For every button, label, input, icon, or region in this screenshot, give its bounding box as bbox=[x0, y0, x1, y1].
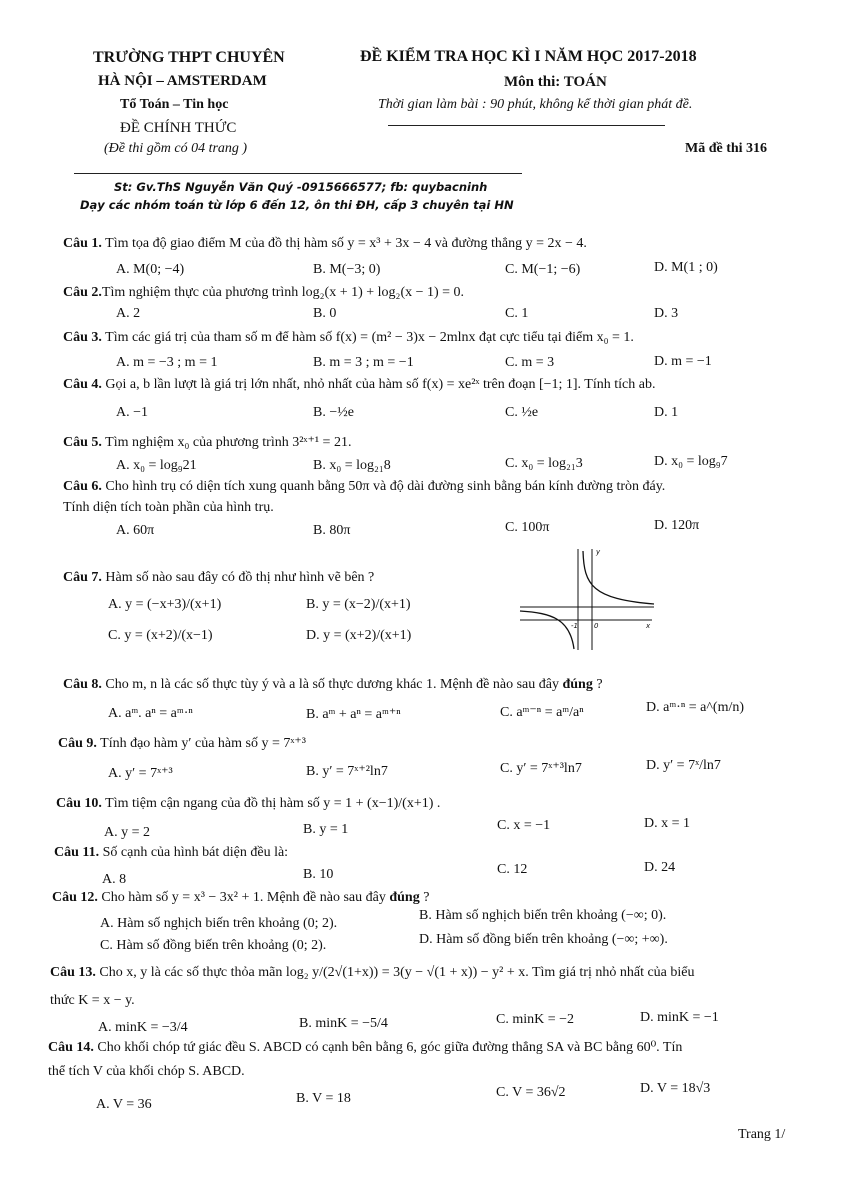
question-4 bbox=[63, 377, 655, 393]
question-label: Câu 2. bbox=[63, 285, 102, 300]
function-graph bbox=[512, 545, 662, 655]
option-2a: A. 2 bbox=[116, 306, 141, 321]
question-text: Cho khối chóp tứ giác đều S. ABCD có cạnh bên bằng 6, góc giữa đường thẳng SA và BC bằng 60⁰. Tín bbox=[93, 1040, 683, 1055]
question-6 bbox=[63, 479, 665, 495]
option-6c: C. 100π bbox=[505, 520, 550, 535]
question-7 bbox=[63, 570, 374, 586]
option-4d: D. 1 bbox=[654, 405, 679, 420]
author-info-box bbox=[74, 173, 522, 214]
option-13d: D. minK = −1 bbox=[640, 1010, 719, 1025]
option-6d: D. 120π bbox=[654, 518, 700, 533]
option-4a: A. −1 bbox=[116, 405, 149, 420]
header-rule bbox=[388, 125, 665, 126]
question-label: Câu 6. bbox=[63, 479, 102, 494]
option-1a: A. M(0; −4) bbox=[116, 262, 185, 277]
option-9c: C. y′ = 7ˣ⁺³ln7 bbox=[500, 761, 582, 776]
option-8b: B. aᵐ + aⁿ = aᵐ⁺ⁿ bbox=[306, 707, 401, 722]
option-13c: C. minK = −2 bbox=[496, 1012, 575, 1027]
question-text: Tìm nghiệm x₀ của phương trình 3²ˣ⁺¹ = 21. bbox=[101, 435, 352, 450]
question-1 bbox=[63, 236, 587, 252]
author-info-line1: St: Gv.ThS Nguyễn Văn Quý -0915666577; fb: quybacninh bbox=[114, 180, 488, 194]
option-6a: A. 60π bbox=[116, 523, 155, 538]
question-label: Câu 14. bbox=[48, 1040, 94, 1055]
option-3a: A. m = −3 ; m = 1 bbox=[116, 355, 218, 370]
question-9 bbox=[58, 735, 306, 752]
question-13 bbox=[50, 965, 695, 981]
question-text: Tính đạo hàm y′ của hàm số y = 7ˣ⁺³ bbox=[96, 736, 306, 751]
question-3 bbox=[63, 330, 634, 346]
question-label: Câu 12. bbox=[52, 890, 98, 905]
option-3c: C. m = 3 bbox=[505, 355, 555, 370]
option-14b: B. V = 18 bbox=[296, 1091, 351, 1106]
school-name-line2: HÀ NỘI – AMSTERDAM bbox=[98, 73, 267, 89]
question-10 bbox=[56, 796, 440, 812]
question-label: Câu 13. bbox=[50, 965, 96, 980]
question-text: Tìm các giá trị của tham số m để hàm số f(x) = (m² − 3)x − 2mlnx đạt cực tiểu tại điểm x₀ = 1. bbox=[101, 330, 634, 345]
option-13b: B. minK = −5/4 bbox=[299, 1016, 388, 1031]
author-info-line2: Dạy các nhóm toán từ lớp 6 đến 12, ôn thi ĐH, cấp 3 chuyên tại HN bbox=[80, 198, 514, 212]
y-axis-label: y bbox=[596, 548, 601, 556]
question-text: Tìm tiệm cận ngang của đồ thị hàm số y = 1 + (x−1)/(x+1) . bbox=[101, 796, 441, 811]
question-5 bbox=[63, 434, 351, 451]
exam-title: ĐỀ KIỂM TRA HỌC KÌ I NĂM HỌC 2017-2018 bbox=[360, 48, 697, 65]
option-5a: A. x₀ = log₉21 bbox=[116, 458, 197, 473]
question-text: Hàm số nào sau đây có đồ thị như hình vẽ bên ? bbox=[101, 570, 375, 585]
option-12d: D. Hàm số đồng biến trên khoảng (−∞; +∞). bbox=[419, 932, 668, 947]
page-number: Trang 1/ bbox=[738, 1127, 786, 1142]
option-7c: C. y = (x+2)/(x−1) bbox=[108, 628, 213, 643]
option-14a: A. V = 36 bbox=[96, 1097, 152, 1112]
school-name-line1: TRƯỜNG THPT CHUYÊN bbox=[93, 49, 285, 66]
question-13-cont: thức K = x − y. bbox=[50, 993, 135, 1008]
option-10a: A. y = 2 bbox=[104, 825, 151, 840]
question-label: Câu 9. bbox=[58, 736, 97, 751]
question-label: Câu 1. bbox=[63, 236, 102, 251]
option-2d: D. 3 bbox=[654, 306, 679, 321]
question-tail: ? bbox=[419, 890, 430, 905]
question-label: Câu 5. bbox=[63, 435, 102, 450]
question-12 bbox=[52, 890, 429, 906]
question-text: Số cạnh của hình bát diện đều là: bbox=[99, 845, 289, 860]
option-2c: C. 1 bbox=[505, 306, 529, 321]
question-label: Câu 10. bbox=[56, 796, 102, 811]
option-10d: D. x = 1 bbox=[644, 816, 691, 831]
option-14c: C. V = 36√2 bbox=[496, 1085, 566, 1100]
option-11c: C. 12 bbox=[497, 862, 528, 877]
question-text: Cho x, y là các số thực thỏa mãn log₂ y/(2√(1+x)) = 3(y − √(1 + x)) − y² + x. Tìm giá trị nhỏ nhất của biểu bbox=[95, 965, 695, 980]
option-11a: A. 8 bbox=[102, 872, 127, 887]
option-9d: D. y′ = 7ˣ/ln7 bbox=[646, 758, 721, 773]
option-10b: B. y = 1 bbox=[303, 822, 349, 837]
option-13a: A. minK = −3/4 bbox=[98, 1020, 188, 1035]
origin-label: 0 bbox=[594, 622, 599, 630]
exam-code: Mã đề thi 316 bbox=[685, 141, 768, 156]
question-text: Tìm nghiệm thực của phương trình log₂(x + 1) + log₂(x − 1) = 0. bbox=[101, 285, 465, 300]
question-tail: ? bbox=[592, 677, 603, 692]
option-10c: C. x = −1 bbox=[497, 818, 551, 833]
subject: Môn thi: TOÁN bbox=[504, 74, 607, 90]
option-9a: A. y′ = 7ˣ⁺³ bbox=[108, 766, 173, 781]
question-8 bbox=[63, 677, 603, 693]
tick-label-minus1: -1 bbox=[571, 622, 578, 630]
option-11b: B. 10 bbox=[303, 867, 334, 882]
option-3b: B. m = 3 ; m = −1 bbox=[313, 355, 414, 370]
option-8c: C. aᵐ⁻ⁿ = aᵐ/aⁿ bbox=[500, 705, 584, 720]
department: Tổ Toán – Tin học bbox=[120, 97, 229, 112]
option-4c: C. ½e bbox=[505, 405, 539, 420]
question-text: Tìm tọa độ giao điểm M của đồ thị hàm số y = x³ + 3x − 4 và đường thẳng y = 2x − 4. bbox=[101, 236, 587, 251]
option-1d: D. M(1 ; 0) bbox=[654, 260, 718, 275]
option-3d: D. m = −1 bbox=[654, 354, 712, 369]
x-axis-label: x bbox=[646, 622, 651, 630]
question-text: Cho m, n là các số thực tùy ý và a là số thực dương khác 1. Mệnh đề nào sau đây bbox=[101, 677, 563, 692]
option-7d: D. y = (x+2)/(x+1) bbox=[306, 628, 412, 643]
question-14-cont: thể tích V của khối chóp S. ABCD. bbox=[48, 1064, 245, 1079]
question-label: Câu 8. bbox=[63, 677, 102, 692]
question-11 bbox=[54, 845, 288, 861]
question-14 bbox=[48, 1039, 682, 1056]
option-5b: B. x₀ = log₂₁8 bbox=[313, 458, 391, 473]
graph-branch-right bbox=[583, 551, 654, 604]
page-count: (Đề thi gồm có 04 trang ) bbox=[104, 141, 248, 156]
question-6-cont: Tính diện tích toàn phần của hình trụ. bbox=[63, 500, 274, 515]
question-text: Cho hàm số y = x³ − 3x² + 1. Mệnh đề nào sau đây bbox=[97, 890, 390, 905]
option-5d: D. x₀ = log₉7 bbox=[654, 454, 728, 469]
question-emphasis: đúng bbox=[389, 890, 420, 905]
question-2 bbox=[63, 285, 464, 301]
question-emphasis: đúng bbox=[562, 677, 593, 692]
option-1c: C. M(−1; −6) bbox=[505, 262, 581, 277]
official-label: ĐỀ CHÍNH THỨC bbox=[120, 120, 237, 136]
question-label: Câu 11. bbox=[54, 845, 100, 860]
option-12a: A. Hàm số nghịch biến trên khoảng (0; 2). bbox=[100, 916, 338, 931]
question-label: Câu 4. bbox=[63, 377, 102, 392]
option-2b: B. 0 bbox=[313, 306, 337, 321]
option-12c: C. Hàm số đồng biến trên khoảng (0; 2). bbox=[100, 938, 327, 953]
option-6b: B. 80π bbox=[313, 523, 351, 538]
question-label: Câu 3. bbox=[63, 330, 102, 345]
option-9b: B. y′ = 7ˣ⁺²ln7 bbox=[306, 764, 388, 779]
question-label: Câu 7. bbox=[63, 570, 102, 585]
option-8a: A. aᵐ. aⁿ = aᵐ·ⁿ bbox=[108, 706, 193, 721]
option-14d: D. V = 18√3 bbox=[640, 1081, 711, 1096]
option-4b: B. −½e bbox=[313, 405, 354, 420]
graph-branch-left bbox=[520, 611, 574, 649]
option-11d: D. 24 bbox=[644, 860, 676, 875]
option-1b: B. M(−3; 0) bbox=[313, 262, 381, 277]
option-7b: B. y = (x−2)/(x+1) bbox=[306, 597, 411, 612]
option-12b: B. Hàm số nghịch biến trên khoảng (−∞; 0). bbox=[419, 908, 667, 923]
question-text: Cho hình trụ có diện tích xung quanh bằng 50π và độ dài đường sinh bằng bán kính đường tròn đáy. bbox=[101, 479, 666, 494]
option-7a: A. y = (−x+3)/(x+1) bbox=[108, 597, 222, 612]
option-5c: C. x₀ = log₂₁3 bbox=[505, 456, 583, 471]
time-limit: Thời gian làm bài : 90 phút, không kể thời gian phát đề. bbox=[378, 97, 693, 112]
question-text: Gọi a, b lần lượt là giá trị lớn nhất, nhỏ nhất của hàm số f(x) = xe²ˣ trên đoạn [−1; 1]. Tính tích ab. bbox=[101, 377, 656, 392]
option-8d: D. aᵐ·ⁿ = a^(m/n) bbox=[646, 700, 745, 715]
